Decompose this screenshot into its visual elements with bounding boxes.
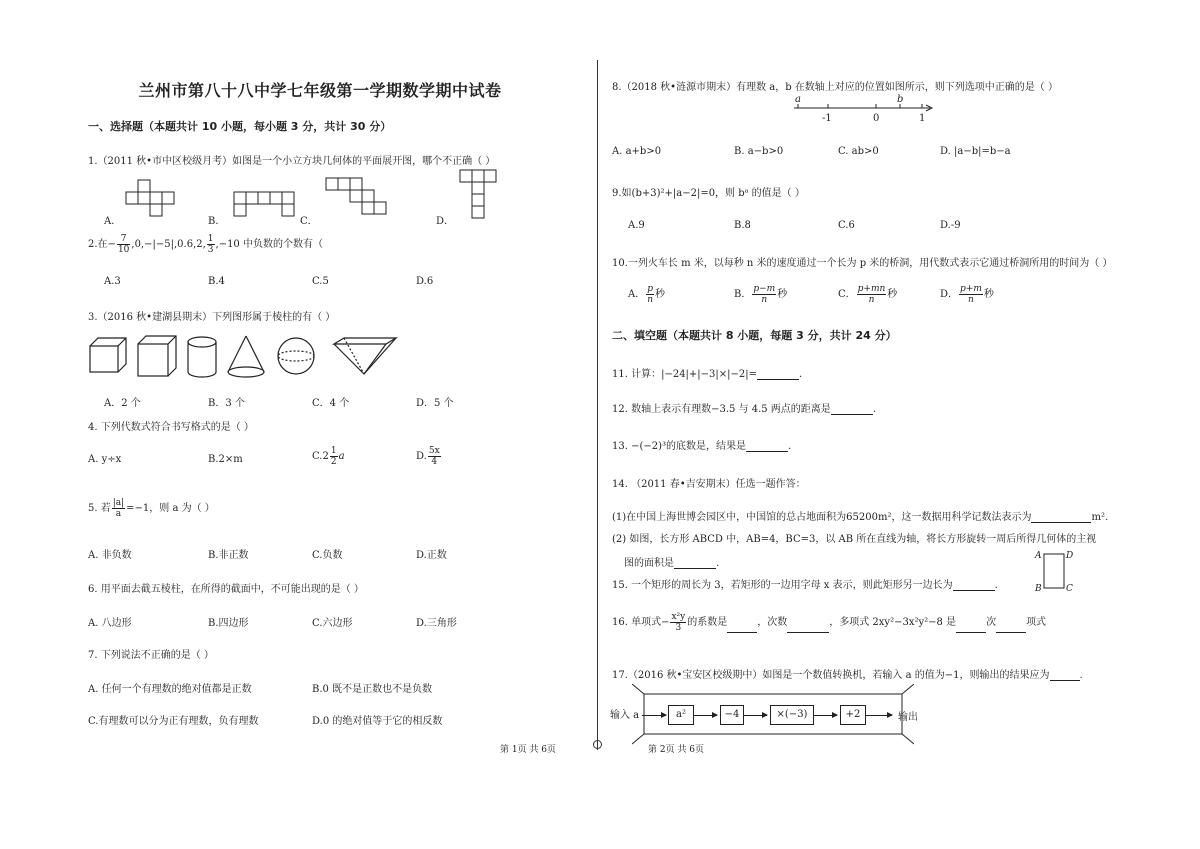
section-fill-heading: 二、填空题（本题共计 8 小题，每题 3 分，共计 24 分）: [612, 329, 897, 342]
question-15: 15. 一个矩形的周长为 3，若矩形的一边用字母 x 表示，则此矩形另一边长为 .: [612, 580, 998, 591]
flow-step-square: a²: [668, 705, 694, 725]
q9-option-a: A.9: [628, 220, 645, 231]
question-7: 7. 下列说法不正确的是（ ）: [88, 650, 214, 661]
svg-text:D: D: [1066, 551, 1074, 561]
numline-label-b: b: [897, 94, 904, 105]
left-page-number: 第 1页 共 6页: [500, 745, 557, 755]
section-choice-heading: 一、选择题（本题共计 10 小题，每小题 3 分，共计 30 分）: [88, 120, 392, 133]
q9-option-d: D.-9: [940, 220, 961, 231]
q3-solids-figure: [86, 334, 466, 380]
q7-option-b: B.0 既不是正数也不是负数: [312, 684, 433, 695]
svg-text:A: A: [1035, 551, 1042, 561]
q8-option-b: B. a−b>0: [734, 146, 784, 157]
flow-arrow-2: [693, 715, 717, 716]
q2-fraction-2: $\frac{1}{3}$: [207, 234, 214, 255]
right-page-number: 第 2页 共 6页: [648, 745, 705, 755]
q3-option-c: C．4 个: [312, 398, 350, 409]
question-14-part-2-line1: (2) 如图，长方形 ABCD 中，AB=4，BC=3，以 AB 所在直线为轴，将长方形旋转一周后所得几何体的主视: [612, 534, 1097, 545]
flow-arrow-4: [813, 715, 837, 716]
numline-label-neg1: -1: [822, 113, 832, 124]
q1-option-a: A．: [104, 216, 122, 227]
q5-option-d: D.正数: [416, 550, 447, 561]
question-2: 2.在− $\frac{7}{10}$ ,0,−|−5|,0.6,2, $\frac{1}{3}$ ,−10 中负数的个数有（: [88, 234, 323, 255]
q1-net-b: [226, 178, 306, 220]
q6-option-c: C.六边形: [312, 618, 353, 629]
q2-suffix: ,−10 中负数的个数有（: [215, 239, 323, 250]
flow-arrow-3: [743, 715, 767, 716]
q8-option-a: A. a+b>0: [612, 146, 662, 157]
exam-title: 兰州市第八十八中学七年级第一学期数学期中试卷: [138, 81, 502, 100]
question-14-part-2-line2: 图的面积是 .: [624, 558, 720, 569]
q10-option-c: C． $\frac{p+mn}{n}$ 秒: [838, 284, 898, 305]
q1-net-c: [322, 172, 402, 220]
q3-option-d: D．5 个: [416, 398, 454, 409]
right-page: [600, 0, 1200, 849]
q5-option-a: A. 非负数: [88, 550, 132, 561]
q1-net-a: [118, 178, 188, 220]
question-13: 13. −(−2)³的底数是，结果是 .: [612, 441, 792, 452]
q6-option-d: D.三角形: [416, 618, 457, 629]
question-16: 16. 单项式− $\frac{\text{x²y}}{3}$ 的系数是 ，次数 ，多项式 2xy²−3x²y²−8 是 次 项式: [612, 612, 1047, 633]
q2-option-a: A.3: [104, 276, 121, 287]
question-3: 3.（2016 秋•建湖县期末）下列图形属于棱柱的有（ ）: [88, 312, 336, 323]
q1-option-d: D．: [436, 216, 455, 227]
numline-label-1: 1: [919, 113, 926, 124]
q6-option-a: A. 八边形: [88, 618, 132, 629]
flow-arrow-5: [866, 715, 892, 716]
question-14-part-1: (1)在中国上海世博会园区中，中国馆的总占地面积为65200m²，这一数据用科学记数法表示为 m².: [612, 512, 1109, 523]
q4-option-b: B.2×m: [208, 454, 243, 465]
q2-option-c: C.5: [312, 276, 329, 287]
q5-option-c: C.负数: [312, 550, 343, 561]
flow-output-label: 输出: [898, 712, 918, 723]
q8-option-c: C. ab>0: [838, 146, 879, 157]
q6-option-b: B.四边形: [208, 618, 249, 629]
q8-option-d: D. |a−b|=b−a: [940, 146, 1011, 157]
question-14: 14. （2011 春•吉安期末）任选一题作答：: [612, 479, 806, 490]
q2-option-d: D.6: [416, 276, 434, 287]
question-4: 4. 下列代数式符合书写格式的是（ ）: [88, 422, 254, 433]
q2-mid: ,0,−|−5|,0.6,2,: [131, 239, 206, 250]
flow-step-plus2: +2: [840, 705, 866, 725]
q10-option-d: D． $\frac{p+m}{n}$ 秒: [940, 284, 994, 305]
question-1: 1.（2011 秋•市中区校级月考）如图是一个小立方块几何体的平面展开图，哪个不正确（ ）: [88, 156, 496, 167]
q9-option-c: C.6: [838, 220, 855, 231]
numline-label-a: a: [795, 94, 801, 105]
question-9: 9.如(b+3)²+|a−2|=0，则 bᵃ 的值是（ ）: [612, 188, 805, 199]
question-5: 5. 若 $\frac{|a|}{a}$ =−1，则 a 为（ ）: [88, 498, 215, 519]
question-11: 11. 计算：|−24|+|−3|×|−2|= .: [612, 369, 803, 380]
q10-option-a: A． $\frac{p}{n}$ 秒: [628, 284, 666, 305]
svg-text:B: B: [1035, 584, 1042, 594]
svg-text:C: C: [1066, 584, 1073, 594]
q14-rectangle-figure: [1034, 548, 1074, 594]
q10-option-b: B． $\frac{p-m}{n}$ 秒: [734, 284, 788, 305]
q4-option-a: A. y÷x: [88, 454, 122, 465]
flow-arrow-1: [642, 715, 666, 716]
q2-fraction-1: $\frac{7}{10}$: [117, 234, 130, 255]
q1-option-c: C．: [300, 216, 318, 227]
q4-option-d: D. $\frac{5x}{4}$: [416, 446, 440, 467]
question-10: 10.一列火车长 m 米，以每秒 n 米的速度通过一个长为 p 米的桥洞，用代数式表示它通过桥洞所用的时间为（ ）: [612, 258, 1113, 269]
q2-prefix: 2.在: [88, 239, 108, 250]
flow-step-times-neg3: ×(−3): [770, 705, 814, 725]
q3-option-b: B．3 个: [208, 398, 245, 409]
q9-option-b: B.8: [734, 220, 751, 231]
q2-option-b: B.4: [208, 276, 225, 287]
q4-option-c: C.2 $\frac{1}{2}$ a: [312, 446, 345, 467]
q1-option-b: B．: [208, 216, 226, 227]
flow-input-label: 输入 a: [610, 710, 640, 721]
q8-number-line: [790, 92, 940, 124]
numline-label-0: 0: [873, 113, 880, 124]
q5-option-b: B.非正数: [208, 550, 249, 561]
q1-net-d: [456, 166, 506, 224]
q7-option-c: C.有理数可以分为正有理数，负有理数: [88, 716, 259, 727]
question-8: 8.（2018 秋•涟源市期末）有理数 a，b 在数轴上对应的位置如图所示，则下列选项中正确的是（ ）: [612, 82, 1058, 93]
q7-option-a: A. 任何一个有理数的绝对值都是正数: [88, 684, 252, 695]
question-12: 12. 数轴上表示有理数−3.5 与 4.5 两点的距离是 .: [612, 404, 876, 415]
q7-option-d: D.0 的绝对值等于它的相反数: [312, 716, 443, 727]
flow-step-minus4: −4: [720, 705, 744, 725]
question-17: 17.（2016 秋•宝安区校级期中）如图是一个数值转换机，若输入 a 的值为−1，则输出的结果应为 .: [612, 670, 1083, 681]
q3-option-a: A．2 个: [104, 398, 141, 409]
fold-line: [597, 60, 598, 750]
question-6: 6. 用平面去截五棱柱，在所得的截面中，不可能出现的是（ ）: [88, 584, 364, 595]
